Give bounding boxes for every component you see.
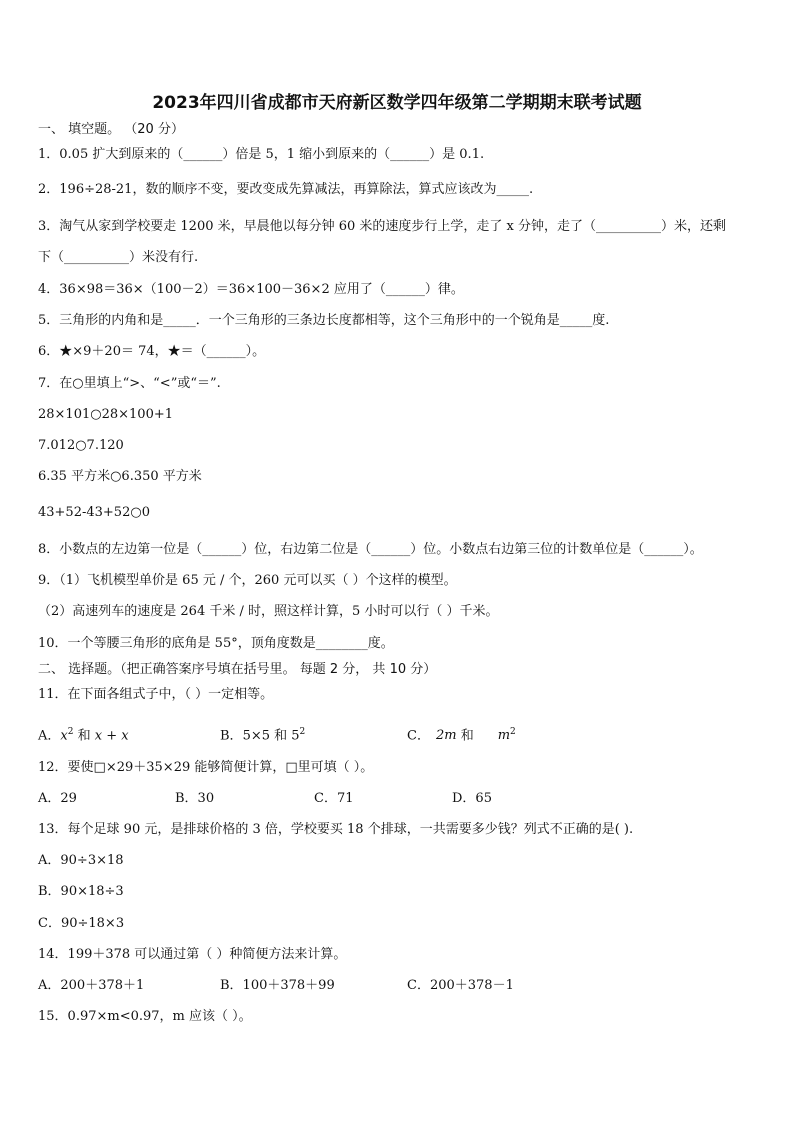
exponent: 2 bbox=[299, 727, 306, 737]
question-7-item-c: 6.35 平方米○6.350 平方米 bbox=[38, 469, 202, 484]
math-expression: 5×5 和 5 bbox=[242, 728, 300, 744]
question-6: 6．★×9＋20＝ 74，★＝（______）。 bbox=[38, 344, 266, 359]
option-letter: A． bbox=[38, 728, 61, 744]
question-11-option-c bbox=[407, 724, 516, 744]
question-12-option-b: B．30 bbox=[175, 791, 215, 806]
question-11-option-a bbox=[38, 724, 129, 744]
question-13-option-b: B．90×18÷3 bbox=[38, 884, 124, 899]
question-13: 13．每个足球 90 元，是排球价格的 3 倍，学校要买 18 个排球，一共需要多少钱？列式不正确的是( ). bbox=[38, 822, 634, 837]
question-11: 11．在下面各组式子中，（ ）一定相等。 bbox=[38, 687, 274, 702]
section-heading-fill-blank: 一、 填空题。 （20 分） bbox=[38, 122, 184, 137]
conjunction: 和 bbox=[456, 728, 474, 744]
question-7-item-b: 7.012○7.120 bbox=[38, 438, 124, 453]
question-7: 7．在○里填上“>、“<”或“＝”. bbox=[38, 376, 221, 391]
question-14-option-a: A．200＋378＋1 bbox=[38, 978, 145, 993]
question-3-line-2: 下（__________）米没有行. bbox=[38, 250, 199, 265]
exponent: 2 bbox=[510, 727, 516, 737]
question-14-option-b: B．100＋378＋99 bbox=[220, 978, 335, 993]
math-expression: m bbox=[497, 728, 511, 744]
question-14-option-c: C．200＋378－1 bbox=[407, 978, 514, 993]
question-9-part-1: 9．（1）飞机模型单价是 65 元 / 个，260 元可以买（ ）个这样的模型。 bbox=[38, 573, 457, 588]
question-12-option-a: A．29 bbox=[38, 791, 77, 806]
question-2: 2．196÷28-21，数的顺序不变，要改变成先算减法，再算除法，算式应该改为_____. bbox=[38, 182, 534, 197]
section-heading-multiple-choice: 二、 选择题。（把正确答案序号填在括号里。 每题 2 分， 共 10 分） bbox=[38, 662, 437, 677]
math-expression: x bbox=[60, 728, 68, 744]
option-letter: C． bbox=[407, 728, 430, 744]
question-3-line-1: 3．淘气从家到学校要走 1200 米，早晨他以每分钟 60 米的速度步行上学，走了 x 分钟，走了（__________）米，还剩 bbox=[38, 219, 727, 234]
question-7-item-d: 43+52-43+52○0 bbox=[38, 505, 150, 520]
question-12-option-c: C．71 bbox=[314, 791, 354, 806]
question-4: 4．36×98＝36×（100－2）＝36×100－36×2 应用了（______）律。 bbox=[38, 282, 464, 297]
question-13-option-c: C．90÷18×3 bbox=[38, 916, 125, 931]
question-7-item-a: 28×101○28×100+1 bbox=[38, 407, 174, 422]
question-8: 8．小数点的左边第一位是（______）位，右边第二位是（______）位。小数点右边第三位的计数单位是（______）。 bbox=[38, 542, 703, 557]
question-1: 1．0.05 扩大到原来的（______）倍是 5，1 缩小到原来的（______）是 0.1. bbox=[38, 147, 485, 162]
math-expression: 2m bbox=[435, 728, 457, 744]
page-title: 2023年四川省成都市天府新区数学四年级第二学期期末联考试题 bbox=[152, 93, 642, 113]
question-12-option-d: D．65 bbox=[452, 791, 492, 806]
exponent: 2 bbox=[67, 727, 74, 737]
question-11-option-b bbox=[220, 724, 305, 744]
question-15: 15．0.97×m<0.97，m 应该（ ）。 bbox=[38, 1009, 252, 1024]
conjunction: 和 bbox=[73, 728, 95, 744]
question-5: 5．三角形的内角和是_____．一个三角形的三条边长度都相等，这个三角形中的一个锐角是_____度. bbox=[38, 313, 610, 328]
option-letter: B． bbox=[220, 728, 243, 744]
question-9-part-2: （2）高速列车的速度是 264 千米 / 时，照这样计算，5 小时可以行（ ）千米。 bbox=[38, 604, 499, 619]
question-12: 12．要使□×29＋35×29 能够简便计算，□里可填（ ）。 bbox=[38, 760, 374, 775]
question-10: 10．一个等腰三角形的底角是 55°，顶角度数是________度。 bbox=[38, 636, 394, 651]
question-13-option-a: A．90÷3×18 bbox=[38, 853, 124, 868]
math-expression: x + x bbox=[94, 728, 129, 744]
question-14: 14．199＋378 可以通过第（ ）种简便方法来计算。 bbox=[38, 947, 347, 962]
